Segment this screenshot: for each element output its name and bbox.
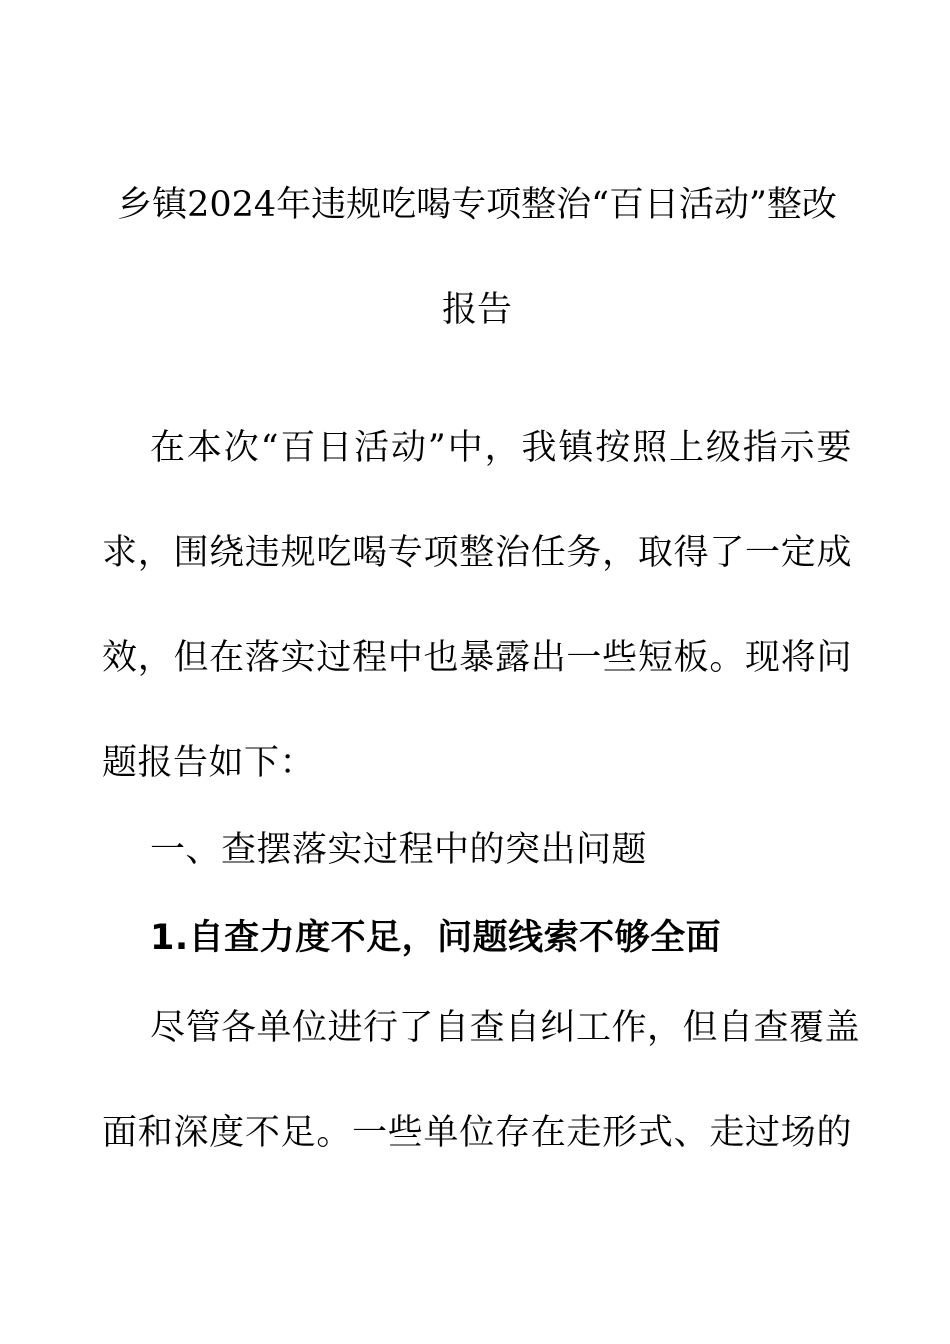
intro-line-2: 求，围绕违规吃喝专项整治任务，取得了一定成 [102,533,852,573]
intro-line-3: 效，但在落实过程中也暴露出一些短板。现将问 [102,638,852,678]
section-heading-1: 一、查摆落实过程中的突出问题 [150,830,648,870]
body-line-1: 尽管各单位进行了自查自纠工作，但自查覆盖 [150,1008,861,1048]
body-line-2: 面和深度不足。一些单位存在走形式、走过场的 [102,1113,852,1153]
intro-line-1: 在本次“百日活动”中，我镇按照上级指示要 [150,428,852,468]
intro-line-4: 题报告如下： [102,743,316,783]
title-line-1: 乡镇2024年违规吃喝专项整治“百日活动”整改 [117,185,837,225]
subsection-heading-1: 1.自查力度不足，问题线索不够全面 [150,918,722,958]
title-line-2: 报告 [441,290,512,330]
